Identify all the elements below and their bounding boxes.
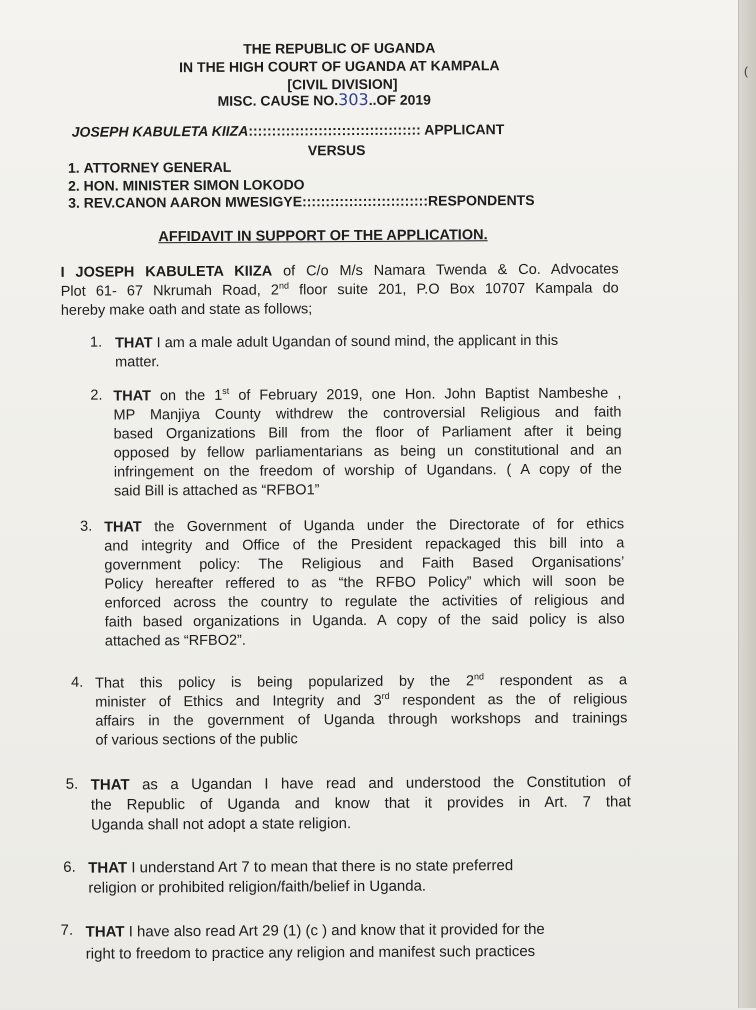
- paragraph-line: said Bill is attached as “RFBO1”: [113, 482, 320, 500]
- paragraph-text: minister of Ethics and Integrity and 3: [95, 692, 382, 711]
- paragraph-number: 2.: [90, 387, 103, 404]
- lead-word: THAT: [90, 776, 130, 794]
- respondent-num: 1.: [67, 159, 80, 176]
- paragraph-2: [113, 384, 622, 501]
- handwritten-cause-number: 303: [338, 89, 369, 110]
- respondents-label: RESPONDENTS: [427, 191, 535, 209]
- paragraph-line: MP Manjiya County withdrew the controversial Religious and faith: [113, 404, 622, 424]
- respondent-2: [68, 176, 305, 193]
- respondent-1: [68, 159, 231, 176]
- paragraph-text: respondent as the of religious: [389, 691, 628, 709]
- lead-word: THAT: [114, 335, 153, 352]
- lead-word: THAT: [104, 519, 142, 536]
- paragraph-text: of February 2019, one Hon. John Baptist Nambeshe ,: [229, 385, 622, 404]
- deponent-name: I JOSEPH KABULETA KIIZA: [60, 263, 273, 281]
- paragraph-line: government policy: The Religious and Faith Based Organisations’: [104, 554, 625, 574]
- paragraph-text: I understand Art 7 to mean that there is no state preferred: [127, 857, 514, 877]
- cause-number-line: [217, 90, 431, 110]
- intro-text: of C/o M/s Namara Twenda & Co. Advocates: [272, 261, 619, 280]
- paragraph-line: attached as “RFBO2”.: [104, 632, 246, 650]
- paragraph-5: [91, 772, 631, 835]
- paragraph-line: the Republic of Uganda and know that it provides in Art. 7 that: [90, 793, 631, 814]
- superscript: nd: [473, 671, 485, 682]
- paragraph-line: right to freedom to practice any religion and manifest such practices: [85, 942, 536, 963]
- superscript: rd: [381, 690, 390, 702]
- applicant-name: JOSEPH KABULETA KIIZA: [71, 122, 249, 140]
- respondent-dots: :::::::::::::::::::::::::::: [302, 192, 429, 210]
- respondent-name: HON. MINISTER SIMON LOKODO: [83, 176, 305, 194]
- versus-label: VERSUS: [307, 141, 366, 159]
- paragraph-line: based Organizations Bill from the floor of Parliament after it being: [113, 423, 622, 443]
- paragraph-text: the Government of Uganda under the Directorate of for ethics: [141, 516, 625, 536]
- paragraph-text: respondent as a: [483, 672, 628, 690]
- paragraph-line: faith based organizations in Uganda. A copy of the said policy is also: [104, 611, 625, 631]
- respondent-3: [68, 192, 534, 211]
- applicant-label: APPLICANT: [424, 121, 505, 138]
- affidavit-title: AFFIDAVIT IN SUPPORT OF THE APPLICATION.: [158, 227, 488, 246]
- intro-line: hereby make oath and state as follows;: [60, 301, 313, 319]
- paragraph-line: enforced across the country to regulate the activities of religious and: [104, 592, 625, 612]
- paragraph-6: [88, 855, 634, 898]
- paragraph-line: Policy hereafter reffered to as “the RFBO Policy” which will soon be: [104, 573, 625, 593]
- paragraph-line: [115, 331, 619, 353]
- respondent-num: 2.: [68, 177, 80, 194]
- intro-text: Plot 61- 67 Nkrumah Road, 2: [60, 282, 280, 300]
- paragraph-line: and integrity and Office of the President repackaged this bill into a: [104, 535, 625, 555]
- division-heading: [CIVIL DIVISION]: [287, 75, 398, 93]
- superscript: nd: [278, 280, 289, 291]
- paragraph-line: opposed by fellow parliamentarians as being un constitutional and an: [113, 442, 622, 462]
- lead-word: THAT: [85, 923, 125, 941]
- paragraph-number: 6.: [63, 858, 76, 876]
- paragraph-number: 5.: [65, 775, 79, 793]
- cause-suffix: ..OF 2019: [368, 91, 431, 108]
- paragraph-3: [104, 515, 625, 651]
- paragraph-line: religion or prohibited religion/faith/belief in Uganda.: [88, 877, 427, 897]
- paragraph-number: 7.: [60, 921, 74, 939]
- paragraph-line: matter.: [115, 354, 160, 371]
- intro-paragraph: [61, 260, 619, 320]
- paragraph-number: 4.: [71, 674, 84, 691]
- paragraph-text: That this policy is being popularized by the 2: [95, 673, 475, 692]
- paragraph-4: [95, 671, 627, 750]
- paragraph-1: [115, 331, 619, 372]
- paragraph-text: on the 1: [150, 387, 223, 405]
- paragraph-line: Uganda shall not adopt a state religion.: [90, 815, 352, 834]
- paragraph-text: I have also read Art 29 (1) (c ) and know that it provided for the: [124, 920, 545, 941]
- adjacent-page-mark: (: [744, 64, 748, 78]
- paragraph-text: I am a male adult Ugandan of sound mind, the applicant in this: [152, 332, 559, 352]
- court-heading: IN THE HIGH COURT OF UGANDA AT KAMPALA: [179, 57, 500, 76]
- lead-word: THAT: [113, 388, 152, 405]
- intro-line: [61, 279, 619, 301]
- applicant-line: [72, 121, 505, 140]
- respondent-name: REV.CANON AARON MWESIGYE: [83, 193, 303, 211]
- respondent-name: ATTORNEY GENERAL: [83, 158, 232, 176]
- paragraph-line: infringement on the freedom of worship of Ugandans. ( A copy of the: [113, 461, 622, 481]
- paragraph-number: 3.: [80, 518, 93, 535]
- respondent-num: 3.: [68, 194, 80, 211]
- adjacent-page-edge: [738, 0, 756, 1008]
- paragraph-line: affairs in the government of Uganda through workshops and trainings: [95, 710, 628, 730]
- paragraph-line: of various sections of the public: [95, 731, 298, 749]
- superscript: st: [222, 385, 230, 397]
- applicant-dots: :::::::::::::::::::::::::::::::::::::: [248, 121, 421, 139]
- paragraph-7: [86, 918, 636, 965]
- paragraph-number: 1.: [89, 334, 103, 351]
- paragraph-text: as a Ugandan I have read and understood the Constitution of: [129, 773, 631, 794]
- republic-heading: THE REPUBLIC OF UGANDA: [243, 39, 436, 57]
- cause-prefix: MISC. CAUSE NO.: [217, 92, 339, 109]
- intro-text: floor suite 201, P.O Box 10707 Kampala do: [288, 280, 619, 299]
- lead-word: THAT: [88, 859, 128, 877]
